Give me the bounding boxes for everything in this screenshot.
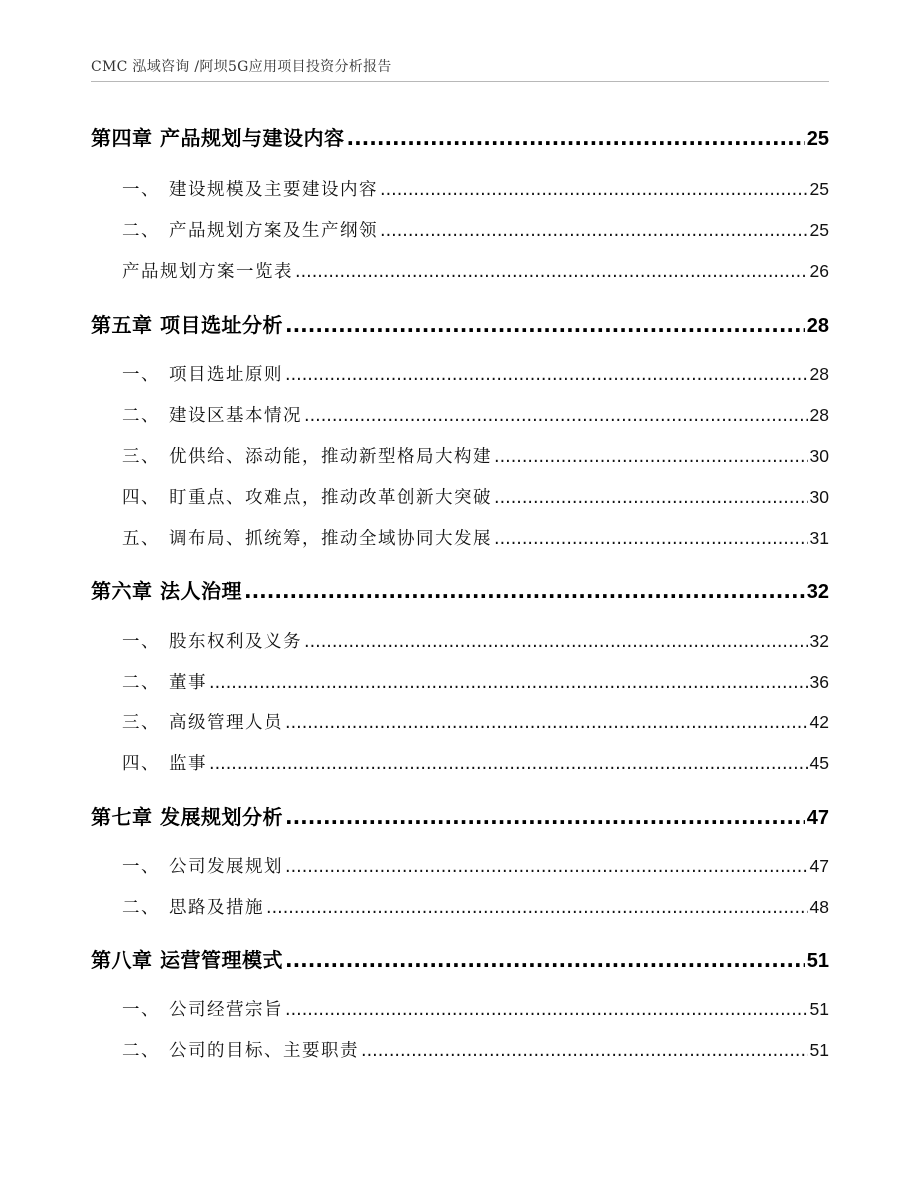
toc-section-number: 二、: [122, 221, 160, 241]
toc-section-number: 二、: [122, 406, 160, 426]
toc-section[interactable]: [91, 176, 829, 201]
toc-label: 第八章 运营管理模式: [91, 948, 283, 972]
toc-page-number: 28: [809, 405, 829, 425]
toc-page-number: 47: [806, 807, 829, 829]
dot-leader: [380, 221, 808, 241]
toc-section-number: 四、: [122, 754, 160, 774]
toc-label: 董事: [169, 673, 207, 693]
dot-leader: [266, 898, 808, 918]
toc-label: 高级管理人员: [169, 713, 283, 733]
toc-section-number: 三、: [122, 447, 160, 467]
toc-page-number: 26: [809, 261, 829, 281]
toc-label: 项目选址原则: [169, 365, 283, 385]
dot-leader: [285, 365, 808, 385]
toc-page-number: 30: [809, 446, 829, 466]
toc-section[interactable]: [91, 996, 829, 1021]
dot-leader: [304, 406, 808, 426]
toc-section-number: 一、: [122, 365, 160, 385]
toc-section[interactable]: [91, 1037, 829, 1062]
toc-page-number: 32: [806, 581, 829, 603]
toc-section[interactable]: [91, 669, 829, 694]
toc-label: 公司的目标、主要职责: [169, 1041, 359, 1061]
toc-section-number: 四、: [122, 488, 160, 508]
running-header: CMC 泓域咨询 /阿坝5G应用项目投资分析报告: [91, 59, 392, 75]
toc-label: 思路及措施: [169, 898, 264, 918]
toc-section[interactable]: [91, 361, 829, 386]
dot-leader: [285, 948, 805, 972]
toc-page-number: 25: [809, 220, 829, 240]
toc-page-number: 30: [809, 487, 829, 507]
dot-leader: [209, 673, 808, 693]
toc-chapter-6[interactable]: [91, 575, 829, 604]
toc-section-number: 一、: [122, 632, 160, 652]
toc-label: 调布局、抓统筹，推动全域协同大发展: [169, 529, 492, 549]
toc-chapter-4[interactable]: [91, 122, 829, 151]
dot-leader: [494, 529, 808, 549]
toc-section-number: 二、: [122, 1041, 160, 1061]
header-divider: [91, 81, 829, 82]
toc-section-number: 三、: [122, 713, 160, 733]
toc-label: 股东权利及义务: [169, 632, 302, 652]
toc-section-number: 二、: [122, 673, 160, 693]
toc-label: 公司经营宗旨: [169, 1000, 283, 1020]
toc-section[interactable]: [91, 217, 829, 242]
toc-label: 第四章 产品规划与建设内容: [91, 126, 345, 150]
toc-page-number: 45: [809, 753, 829, 773]
toc-page-number: 25: [809, 179, 829, 199]
toc-page-number: 31: [809, 528, 829, 548]
dot-leader: [494, 447, 808, 467]
dot-leader: [361, 1041, 808, 1061]
toc-section[interactable]: [91, 525, 829, 550]
toc-section[interactable]: [91, 709, 829, 734]
toc-section-number: 一、: [122, 1000, 160, 1020]
dot-leader: [244, 579, 805, 603]
toc-section-number: 五、: [122, 529, 160, 549]
toc-page-number: 47: [809, 856, 829, 876]
toc-page-number: 28: [809, 364, 829, 384]
toc-page-number: 48: [809, 897, 829, 917]
toc-page-number: 51: [809, 999, 829, 1019]
toc-label: 第六章 法人治理: [91, 579, 242, 603]
toc-page-number: 36: [809, 672, 829, 692]
toc-label: 优供给、添动能，推动新型格局大构建: [169, 447, 492, 467]
dot-leader: [285, 1000, 808, 1020]
toc-section[interactable]: [91, 484, 829, 509]
toc-section[interactable]: [91, 853, 829, 878]
toc-chapter-8[interactable]: [91, 944, 829, 973]
dot-leader: [295, 262, 808, 282]
toc-section[interactable]: [91, 628, 829, 653]
toc-section-number: 一、: [122, 857, 160, 877]
toc-page-number: 32: [809, 631, 829, 651]
toc-section[interactable]: [91, 750, 829, 775]
toc-label: 产品规划方案一览表: [122, 262, 293, 282]
toc-page-number: 28: [806, 315, 829, 337]
dot-leader: [285, 713, 808, 733]
toc-section-number: 一、: [122, 180, 160, 200]
dot-leader: [494, 488, 808, 508]
dot-leader: [346, 126, 804, 150]
toc-page-number: 25: [806, 128, 829, 150]
toc-label: 公司发展规划: [169, 857, 283, 877]
dot-leader: [304, 632, 808, 652]
toc-chapter-5[interactable]: [91, 309, 829, 338]
dot-leader: [380, 180, 808, 200]
toc-section[interactable]: [91, 443, 829, 468]
dot-leader: [209, 754, 808, 774]
toc-label: 第七章 发展规划分析: [91, 805, 283, 829]
dot-leader: [285, 805, 805, 829]
toc-page-number: 51: [806, 950, 829, 972]
toc-label: 建设规模及主要建设内容: [169, 180, 378, 200]
toc-section[interactable]: [91, 894, 829, 919]
toc-section-number: 二、: [122, 898, 160, 918]
toc-label: 建设区基本情况: [169, 406, 302, 426]
dot-leader: [285, 857, 808, 877]
toc-page-number: 51: [809, 1040, 829, 1060]
toc-label: 盯重点、攻难点，推动改革创新大突破: [169, 488, 492, 508]
toc-subsection[interactable]: [91, 258, 829, 283]
toc-label: 第五章 项目选址分析: [91, 313, 283, 337]
toc-section[interactable]: [91, 402, 829, 427]
toc-label: 监事: [169, 754, 207, 774]
toc-label: 产品规划方案及生产纲领: [169, 221, 378, 241]
toc-chapter-7[interactable]: [91, 801, 829, 830]
toc-page-number: 42: [809, 712, 829, 732]
dot-leader: [285, 313, 805, 337]
